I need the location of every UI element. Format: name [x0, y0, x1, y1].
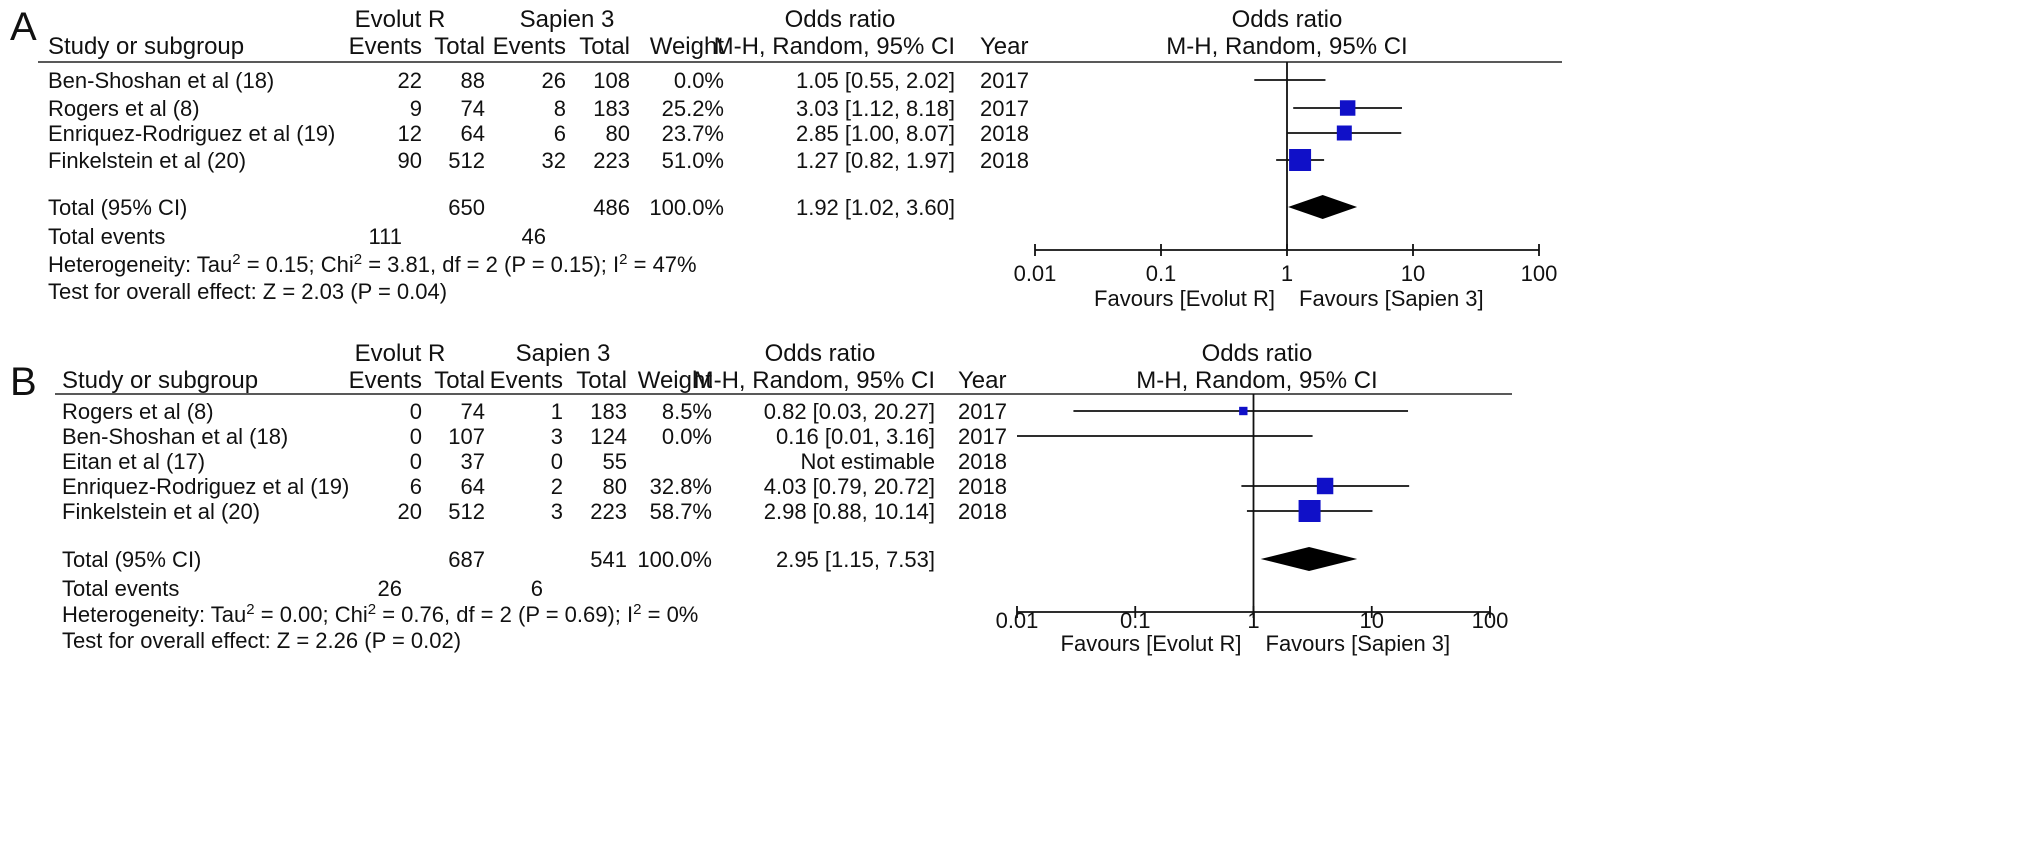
group2-total: 124: [590, 424, 627, 449]
study-year: 2018: [980, 121, 1029, 146]
x-tick-label: 1: [1247, 608, 1260, 633]
overall-effect-test: Test for overall effect: Z = 2.03 (P = 0.04): [48, 279, 448, 304]
study-year: 2017: [980, 68, 1029, 93]
study-point-estimate: [1299, 500, 1321, 522]
heterogeneity-stat: [62, 601, 698, 628]
x-tick-label: 1: [1280, 261, 1294, 286]
study-name: Enriquez-Rodriguez et al (19): [48, 121, 336, 146]
heterogeneity-part: = 0.15; Chi: [240, 252, 354, 277]
study-year: 2018: [958, 474, 1007, 499]
group1-total: 64: [460, 474, 485, 499]
study-name: Finkelstein et al (20): [48, 148, 247, 173]
odds-ratio-ci: Not estimable: [800, 449, 935, 474]
superscript-2: 2: [367, 600, 377, 618]
total-weight: 100.0%: [637, 547, 712, 572]
heterogeneity-part: Heterogeneity: Tau: [48, 252, 233, 277]
year-header: Year: [980, 33, 1029, 60]
group2-events: 2: [550, 474, 563, 499]
table-row: [62, 424, 1007, 449]
odds-ratio-ci: 1.05 [0.55, 2.02]: [795, 68, 955, 93]
group1-events: 0: [409, 424, 422, 449]
group2-total: 183: [590, 399, 627, 424]
superscript-2: 2: [353, 250, 363, 268]
study-weight: 51.0%: [661, 148, 724, 173]
study-name: Eitan et al (17): [62, 449, 206, 474]
odds-ratio-header: Odds ratio: [784, 6, 896, 33]
superscript-2: 2: [232, 250, 241, 268]
x-tick-label: 100: [1471, 608, 1509, 633]
study-year: 2017: [958, 399, 1007, 424]
table-row: [62, 474, 1007, 499]
study-year: 2018: [980, 148, 1029, 173]
odds-ratio-header: Odds ratio: [764, 340, 876, 367]
study-column-header: Study or subgroup: [62, 367, 259, 394]
group1-total-sum: 650: [448, 195, 485, 220]
events-header: Events: [348, 33, 422, 60]
table-row: [62, 449, 1007, 474]
total-header: Total: [434, 33, 485, 60]
study-weight: 32.8%: [649, 474, 712, 499]
table-row: [48, 96, 1029, 121]
group1-total: 107: [448, 424, 485, 449]
group1-total: 74: [460, 399, 485, 424]
group1-header: Evolut R: [354, 6, 446, 33]
group2-total-sum: 486: [593, 195, 630, 220]
group2-total: 223: [593, 148, 630, 173]
group2-total: 108: [593, 68, 630, 93]
table-row: [62, 499, 1007, 524]
group1-events: 9: [409, 96, 422, 121]
favours-left-label: Favours [Evolut R]: [1060, 631, 1242, 656]
group2-total: 80: [602, 474, 627, 499]
group1-total: 64: [460, 121, 485, 146]
group2-total-events: 6: [530, 576, 543, 601]
heterogeneity-part: = 0.00; Chi: [254, 602, 368, 627]
superscript-2: 2: [246, 600, 255, 618]
total-weight: 100.0%: [649, 195, 724, 220]
group1-header: Evolut R: [354, 340, 446, 367]
group2-header: Sapien 3: [519, 6, 615, 33]
heterogeneity-stat: [48, 251, 697, 278]
odds-ratio-ci: 4.03 [0.79, 20.72]: [763, 474, 935, 499]
total-label: Total (95% CI): [62, 547, 202, 572]
group2-events: 3: [550, 499, 563, 524]
study-point-estimate: [1289, 149, 1311, 171]
favours-left-label: Favours [Evolut R]: [1094, 286, 1275, 311]
heterogeneity-part: = 0.76, df = 2 (P = 0.69); I: [376, 602, 634, 627]
study-weight: 0.0%: [673, 68, 724, 93]
group1-events: 6: [409, 474, 422, 499]
group1-events: 0: [409, 449, 422, 474]
x-tick-label: 10: [1400, 261, 1426, 286]
x-tick-label: 0.01: [995, 608, 1039, 633]
total-header: Total: [579, 33, 630, 60]
group1-total-sum: 687: [448, 547, 485, 572]
panel-b: [10, 340, 1512, 656]
x-tick-label: 0.1: [1119, 608, 1151, 633]
group1-total: 88: [460, 68, 485, 93]
total-header: Total: [434, 367, 485, 394]
study-point-estimate: [1317, 478, 1333, 494]
heterogeneity-part: = 47%: [627, 252, 697, 277]
group2-events: 1: [550, 399, 563, 424]
odds-ratio-ci: 0.16 [0.01, 3.16]: [775, 424, 935, 449]
heterogeneity-part: = 0%: [641, 602, 699, 627]
superscript-2: 2: [619, 250, 628, 268]
study-column-header: Study or subgroup: [48, 33, 245, 60]
study-weight: 58.7%: [649, 499, 712, 524]
group1-total: 512: [448, 499, 485, 524]
group1-events: 20: [397, 499, 422, 524]
events-header: Events: [489, 367, 563, 394]
odds-ratio-ci: 3.03 [1.12, 8.18]: [795, 96, 955, 121]
plot-method: M-H, Random, 95% CI: [1166, 33, 1408, 60]
group2-events: 0: [550, 449, 563, 474]
total-header: Total: [576, 367, 627, 394]
events-header: Events: [348, 367, 422, 394]
group2-total: 223: [590, 499, 627, 524]
study-name: Rogers et al (8): [62, 399, 214, 424]
events-header: Events: [492, 33, 566, 60]
x-tick-label: 0.01: [1013, 261, 1057, 286]
panel-letter: A: [10, 5, 37, 49]
group2-events: 6: [553, 121, 566, 146]
heterogeneity-part: Heterogeneity: Tau: [62, 602, 247, 627]
group2-total: 55: [602, 449, 627, 474]
group1-events: 0: [409, 399, 422, 424]
study-name: Ben-Shoshan et al (18): [48, 68, 275, 93]
group1-total: 512: [448, 148, 485, 173]
favours-right-label: Favours [Sapien 3]: [1299, 286, 1484, 311]
study-name: Rogers et al (8): [48, 96, 200, 121]
group2-total: 80: [605, 121, 630, 146]
x-tick-label: 10: [1359, 608, 1384, 633]
weight-header: Weight: [637, 367, 712, 394]
weight-header: Weight: [649, 33, 724, 60]
group2-total-events: 46: [521, 224, 546, 249]
group2-events: 32: [541, 148, 566, 173]
total-events-label: Total events: [48, 224, 166, 249]
study-point-estimate: [1340, 100, 1355, 115]
study-point-estimate: [1239, 407, 1247, 415]
overall-effect-test: Test for overall effect: Z = 2.26 (P = 0.02): [62, 628, 462, 653]
total-events-label: Total events: [62, 576, 180, 601]
plot-title: Odds ratio: [1231, 6, 1343, 33]
group2-total: 183: [593, 96, 630, 121]
x-tick-label: 0.1: [1145, 261, 1177, 286]
plot-title: Odds ratio: [1201, 340, 1313, 367]
group1-events: 22: [397, 68, 422, 93]
x-tick-label: 100: [1520, 261, 1558, 286]
odds-ratio-ci: 0.82 [0.03, 20.27]: [763, 399, 935, 424]
study-year: 2018: [958, 449, 1007, 474]
study-weight: 0.0%: [661, 424, 712, 449]
panel-letter: B: [10, 360, 37, 404]
plot-method: M-H, Random, 95% CI: [1136, 367, 1378, 394]
table-row: [48, 121, 1029, 146]
heterogeneity-part: = 3.81, df = 2 (P = 0.15); I: [362, 252, 620, 277]
group1-events: 90: [397, 148, 422, 173]
odds-ratio-ci: 2.98 [0.88, 10.14]: [763, 499, 935, 524]
study-name: Ben-Shoshan et al (18): [62, 424, 289, 449]
group1-total-events: 26: [377, 576, 402, 601]
group1-total: 74: [460, 96, 485, 121]
method-header: M-H, Random, 95% CI: [693, 367, 935, 394]
pooled-odds-ratio-ci: 2.95 [1.15, 7.53]: [775, 547, 935, 572]
total-label: Total (95% CI): [48, 195, 188, 220]
pooled-effect-diamond: [1261, 547, 1358, 571]
pooled-odds-ratio-ci: 1.92 [1.02, 3.60]: [795, 195, 955, 220]
table-row: [62, 399, 1007, 424]
panel-a: [10, 5, 1562, 311]
table-row: [48, 148, 1029, 173]
group1-total-events: 111: [368, 224, 402, 249]
group2-events: 26: [541, 68, 566, 93]
group1-events: 12: [397, 121, 422, 146]
table-row: [48, 68, 1029, 93]
study-weight: 8.5%: [661, 399, 712, 424]
odds-ratio-ci: 1.27 [0.82, 1.97]: [795, 148, 955, 173]
group2-header: Sapien 3: [515, 340, 611, 367]
pooled-effect-diamond: [1288, 195, 1357, 219]
group2-events: 3: [550, 424, 563, 449]
study-name: Enriquez-Rodriguez et al (19): [62, 474, 350, 499]
group2-total-sum: 541: [590, 547, 627, 572]
study-weight: 23.7%: [661, 121, 724, 146]
study-year: 2017: [958, 424, 1007, 449]
study-weight: 25.2%: [661, 96, 724, 121]
year-header: Year: [958, 367, 1007, 394]
study-name: Finkelstein et al (20): [62, 499, 261, 524]
study-year: 2017: [980, 96, 1029, 121]
study-point-estimate: [1337, 126, 1352, 141]
study-year: 2018: [958, 499, 1007, 524]
favours-right-label: Favours [Sapien 3]: [1265, 631, 1451, 656]
odds-ratio-ci: 2.85 [1.00, 8.07]: [795, 121, 955, 146]
method-header: M-H, Random, 95% CI: [713, 33, 955, 60]
superscript-2: 2: [633, 600, 642, 618]
group1-total: 37: [460, 449, 485, 474]
group2-events: 8: [553, 96, 566, 121]
